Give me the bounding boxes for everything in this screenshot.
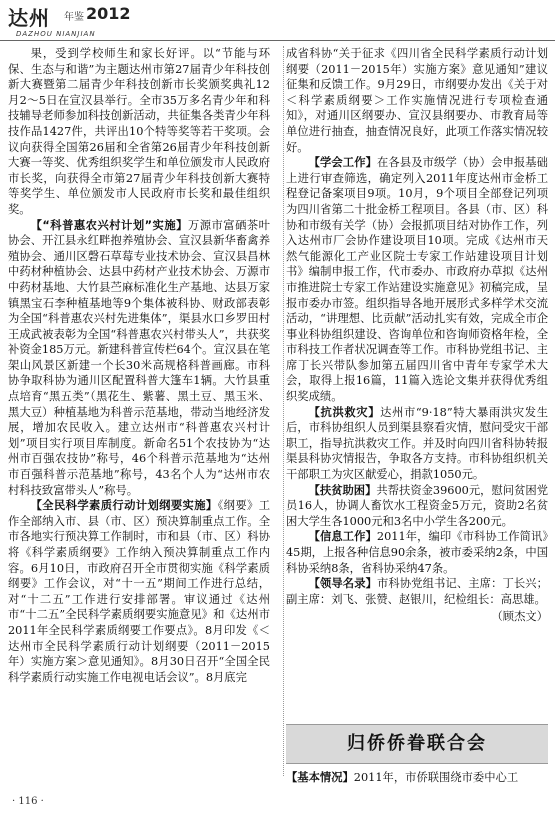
section-heading: 【基本情况】 xyxy=(286,771,354,784)
section-heading: 【学会工作】 xyxy=(308,156,378,170)
section-body: 在各县及市级学（协）会申报基础上进行审查筛选，确定列入2011年度达州市金桥工程登记备案项目9项。10月，9个项目全部登记列项为四川省第二十批金桥工程项目。各县（市、区）科协和市级有关学（协）会报抓项目结对协作工作，列入达州市厂会协作建设项目10项。完成《达州市天然气能源化工产业区院士专家工作站建设项目计划书》编制申报工作，代市委办、市政府办草拟《达州市推进院士专家工作站建设实施意见》初稿完成，呈报市委办市签。组织指导各地开展形式多样学术交流活动，“讲理想、比贡献”活动扎实有效，完成全市企事业科协组织建设、咨询单位和咨询师资格年检，全市科技工作者状况调查等工作。市科协党组书记、主席丁长兴带队参加第五届四川省中青年专家学术大会，取得上报16篇，11篇入选论文集并获得优秀组织奖成绩。 xyxy=(286,156,548,404)
section-body: 2011年，市侨联围绕市委中心工 xyxy=(353,771,519,784)
section-xinxi xyxy=(286,529,548,576)
page-header xyxy=(0,0,555,40)
section-heading: 【抗洪救灾】 xyxy=(308,405,381,419)
yearbook-logo xyxy=(6,2,131,38)
section-jiben-qingkuang xyxy=(286,770,548,786)
section-body: 共帮扶资金39600元，慰问贫困党员16人，协调人畜饮水工程资金5万元，资助2名贫困大学生各1000元和3名中小学生各200元。 xyxy=(286,483,548,528)
section-heading: 【全民科学素质行动计划纲要实施】 xyxy=(30,499,218,513)
section-kepu-huinong xyxy=(8,218,270,499)
chapter-banner: 归侨侨眷联合会 xyxy=(286,724,548,764)
section-fupin xyxy=(286,483,548,530)
author-credit: （顾杰文） xyxy=(491,610,548,624)
section-heading: 【“科普惠农兴村计划”实施】 xyxy=(30,218,188,232)
header-rule xyxy=(0,40,555,41)
section-body: 市科协党组书记、主席：丁长兴；副主席：刘飞、张赞、赵银川，纪检组长：高思雄。 xyxy=(286,577,548,606)
logo-title: 达州 xyxy=(8,6,50,30)
right-column-tail xyxy=(286,770,548,786)
paragraph-continued: 成省科协“关于征求《四川省全民科学素质行动计划纲要（2011－2015年）实施方案》意见通知”建议征集和反馈工作。9月29日，市纲要办发出《关于对＜科学素质纲要＞工作实施情况进行专项检查通知》，对通川区纲要办、宣汉县纲要办、市教育局等单位进行抽查，抽查情况良好，此项工作落实情况较好。 xyxy=(286,47,548,154)
section-body: 2011年，编印《市科协工作简讯》45期，上报各种信息90余条，被市委采纳2条，中国科协采纳8条，省科协采纳47条。 xyxy=(286,530,548,575)
left-column xyxy=(8,46,270,685)
section-body: 达州市“9·18”特大暴雨洪灾发生后，市科协组织人员到渠县察看灾情，慰问受灾干部职工，指导抗洪救灾工作。并及时向四川省科协转报渠县科协灾情报告，争取各方支持。市科协组织机关干部职工为灾区献爱心，捐款1050元。 xyxy=(286,405,548,482)
right-column xyxy=(286,46,548,625)
section-kanghong xyxy=(286,405,548,483)
logo-year-label: 年鉴 xyxy=(64,12,84,23)
section-lingdao xyxy=(286,576,548,607)
section-heading: 【扶贫助困】 xyxy=(308,483,377,497)
column-divider xyxy=(283,46,284,776)
section-heading: 【领导名录】 xyxy=(308,577,378,591)
section-heading: 【信息工作】 xyxy=(308,530,377,544)
section-quanmin-kexue xyxy=(8,498,270,685)
section-xuehui xyxy=(286,155,548,405)
paragraph-continued: 果，受到学校师生和家长好评。以“节能与环保、生态与和谐”为主题达州市第27届青少年科技创新大赛暨第二届青少年科技创新市长奖颁奖典礼12月2～5日在宣汉县举行。全市35万多名青少年和科技辅导老师参加科技创新活动，共征集各类青少年科技作品1427件，共评出10个特等奖等若干奖项。会议向获得全国第26届和全省第26届青少年科技创新大赛一等奖、优秀组织奖学生和单位颁发市人民政府市长奖，向获得全市第27届青少年科技创新大赛特等奖学生、单位颁发市人民政府市长奖和最佳组织奖。 xyxy=(8,47,270,216)
section-body: 《纲要》工作全部纳入市、县（市、区）预决算制重点工作。全市各地实行预决算工作制时，市和县（市、区）科协将《科学素质纲要》工作纳入预决算制重点工作内容。6月10日，市政府召开全市贯彻实施《科学素质纲要》工作会议，对“十一五”期间工作进行总结，对“十二五”工作进行安排部署。审议通过《达州市“十二五”全民科学素质纲要实施意见》和《达州市2011年全民科学素质纲要工作要点》。8月印发《＜达州市全民科学素质行动计划纲要（2011－2015年）实施方案＞意见通知》。8月30日召开“全国全民科学素质行动实施工作电视电话会议”。8月底完 xyxy=(8,499,270,684)
logo-year-number: 2012 xyxy=(86,4,131,23)
page-number: · 116 · xyxy=(12,796,44,807)
section-body: 万源市富硒茶叶协会、开江县永红畔抱养殖协会、宣汉县新华畜禽养殖协会、通川区磬石草莓专业技术协会、宣汉县昌林中药材种植协会、达县中药材产业技术协会、万源市中药材基地、大竹县苎麻标准化生产基地、达县万家镇黑宝石李种植基地等9个集体被科协、财政部表彰为全国“科普惠农兴村先进集体”，渠县水口乡罗田村王成武被表彰为全国“科普惠农兴村带头人”，共获奖补资金185万元。新建科普宣传栏64个。宣汉县在笔架山风景区新建一个长30米高规格科普画廊。市科协争取科协为通川区配置科普大篷车1辆。大竹县重点培育“黑五类”（黑花生、紫薯、黑土豆、黑玉米、黑大豆）种植基地为科普示范基地，带动当地经济发展，增加农民收入。建立达州市“科普惠农兴村计划”项目实行项目库制度。新命名51个农技协为“达州市百强农技协”称号，46个科普示范基地为“达州市百强科普示范基地”称号，43名个人为“达州市农村科技致富带头人”称号。 xyxy=(8,218,270,497)
logo-subtitle: DAZHOU NIANJIAN xyxy=(16,30,96,38)
